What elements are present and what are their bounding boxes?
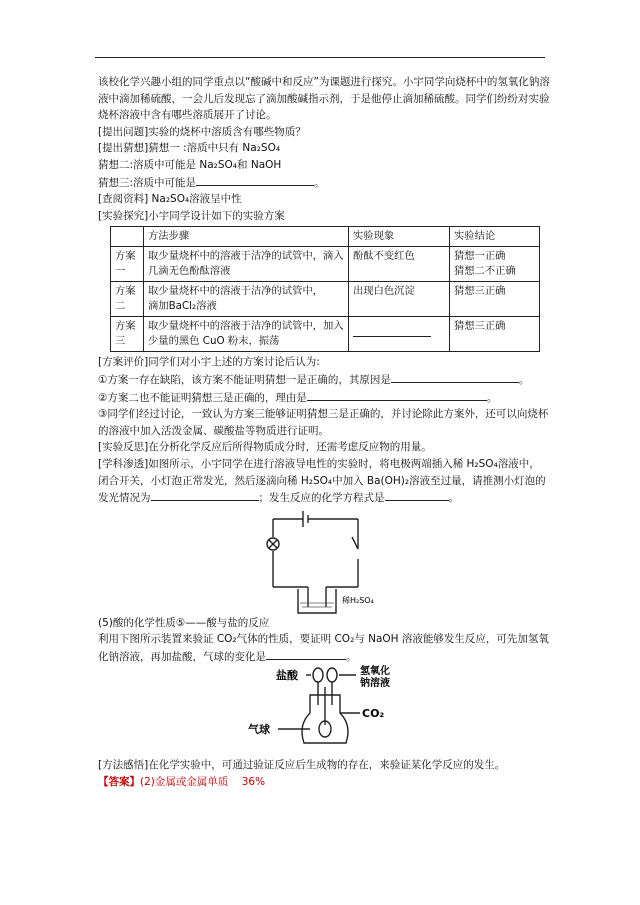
eval2-text: ②方案二也不能证明猜想三是正确的，理由是 — [98, 391, 307, 404]
table-header-cell — [111, 227, 144, 247]
cross-blank-2 — [385, 489, 449, 501]
co2-paragraph — [98, 631, 550, 665]
guess3-line — [98, 174, 550, 192]
phenomenon-cell — [349, 317, 450, 352]
phenomenon-blank — [353, 325, 431, 337]
intro-paragraph: 该校化学兴趣小组的同学重点以“酸碱中和反应”为课题进行探究。小宇同学向烧杯中的氢氧化钠溶液中滴加稀硫酸，一会儿后发现忘了滴加酸碱指示剂，于是他停止滴加稀硫酸。同学们纷纷对实验烧杯溶液中含有哪些溶质展开了讨论。 — [98, 76, 550, 122]
conclusion-cell: 猜想三正确 — [450, 282, 540, 317]
co2-label: CO₂ — [362, 707, 385, 721]
eval1-line — [98, 371, 550, 389]
naoh-label-1: 氢氧化 — [360, 666, 390, 678]
table-header-row — [111, 227, 540, 247]
acid-label: 盐酸 — [276, 669, 298, 683]
method-line: [方法感悟]在化学实验中，可通过验证反应后生成物的存在，来验证某化学反应的发生。 — [98, 759, 506, 772]
phenomenon-cell: 酚酞不变红色 — [349, 247, 450, 282]
eval3-paragraph: ③同学们经过讨论，一致认为方案三能够证明猜想三是正确的，并讨论除此方案外，还可以向烧杯的溶液中加入活泼金属、碳酸盐等物质进行证明。 — [98, 408, 549, 437]
circuit-diagram — [98, 507, 550, 615]
lookup-line: [查阅资料] Na₂SO₄溶液呈中性 — [98, 193, 242, 206]
guess3-blank — [196, 174, 314, 186]
eval1-text: ①方案一存在缺陷，该方案不能证明猜想一是正确的，其原因是 — [98, 373, 391, 386]
section5-heading: (5)酸的化学性质⑤——酸与盐的反应 — [98, 616, 270, 629]
answer-text: (2)金属或金属单质 36% — [140, 776, 266, 789]
experiment-table — [110, 226, 540, 352]
conclusion-cell: 猜想三正确 — [450, 317, 540, 352]
plan-cell: 方案一 — [111, 247, 144, 282]
steps-cell: 取少量烧杯中的溶液于洁净的试管中，加入少量的黑色 CuO 粉末，振荡 — [144, 317, 349, 352]
document-body — [98, 74, 550, 791]
eval2-end: 。 — [486, 391, 498, 404]
header-rule — [95, 57, 545, 58]
cross-mid: ；发生反应的化学方程式是 — [258, 492, 385, 505]
question-line: [提出问题]实验的烧杯中溶质含有哪些物质？ — [98, 125, 306, 138]
co2-end: 。 — [346, 650, 357, 663]
steps-cell: 取少量烧杯中的溶液于洁净的试管中，滴入几滴无色酚酞溶液 — [144, 247, 349, 282]
sulfuric-acid-label: 稀H₂SO₄ — [342, 595, 374, 605]
guess2-line: 猜想二:溶质中可能是 Na₂SO₄和 NaOH — [98, 158, 282, 171]
circuit-figure — [98, 507, 550, 615]
reflect-line: [实验反思]在分析化学反应后所得物质成分时，还需考虑反应物的用量。 — [98, 441, 432, 454]
eval1-blank — [391, 371, 519, 383]
cross-blank-1 — [151, 489, 259, 501]
conclusion-cell: 猜想一正确 猜想二不正确 — [450, 247, 540, 282]
table-row — [111, 247, 540, 282]
guess3-text: 猜想三:溶质中可能是 — [98, 176, 197, 189]
table-row — [111, 317, 540, 352]
table-row — [111, 282, 540, 317]
eval-line: [方案评价]同学们对小宇上述的方案讨论后认为: — [98, 356, 320, 369]
co2-text: 利用下图所示装置来验证 CO₂气体的性质，要证明 CO₂与 NaOH 溶液能够发生反应，可先加氢氧化钠溶液，再加盐酸，气球的变化是 — [98, 633, 549, 663]
table-header-cell: 实验结论 — [450, 227, 540, 247]
answer-label: 【答案】 — [98, 776, 140, 789]
naoh-label-2: 钠溶液 — [360, 678, 390, 690]
balloon-label: 气球 — [248, 723, 270, 737]
plan-cell: 方案二 — [111, 282, 144, 317]
eval2-blank — [307, 389, 487, 401]
plan-cell: 方案三 — [111, 317, 144, 352]
cross-paragraph — [98, 456, 550, 507]
phenomenon-cell: 出现白色沉淀 — [349, 282, 450, 317]
table-header-cell: 方法步骤 — [144, 227, 349, 247]
cross-text: [学科渗透]如图所示，小宇同学在进行溶液导电性的实验时，将电极两端插入稀 H₂SO₄溶液中，闭合开关，小灯泡正常发光，然后逐滴向稀 H₂SO₄中加入 Ba(OH)₂溶液至过量，请推测小灯泡的发光情况为 — [98, 457, 546, 505]
cross-end: 。 — [448, 492, 459, 505]
co2-apparatus-diagram — [98, 665, 550, 757]
table-header-cell: 实验现象 — [349, 227, 450, 247]
explore-line: [实验探究]小宇同学设计如下的实验方案 — [98, 209, 285, 222]
guess1-line: [提出猜想]猜想一 :溶质中只有 Na₂SO₄ — [98, 142, 281, 155]
eval1-end: 。 — [518, 373, 530, 386]
co2-figure — [98, 665, 550, 757]
co2-blank — [266, 648, 346, 660]
guess3-end: 。 — [314, 176, 325, 189]
answer-line — [98, 774, 550, 791]
steps-cell: 取少量烧杯中的溶液于洁净的试管中， 滴加BaCl₂溶液 — [144, 282, 349, 317]
eval2-line — [98, 389, 550, 407]
